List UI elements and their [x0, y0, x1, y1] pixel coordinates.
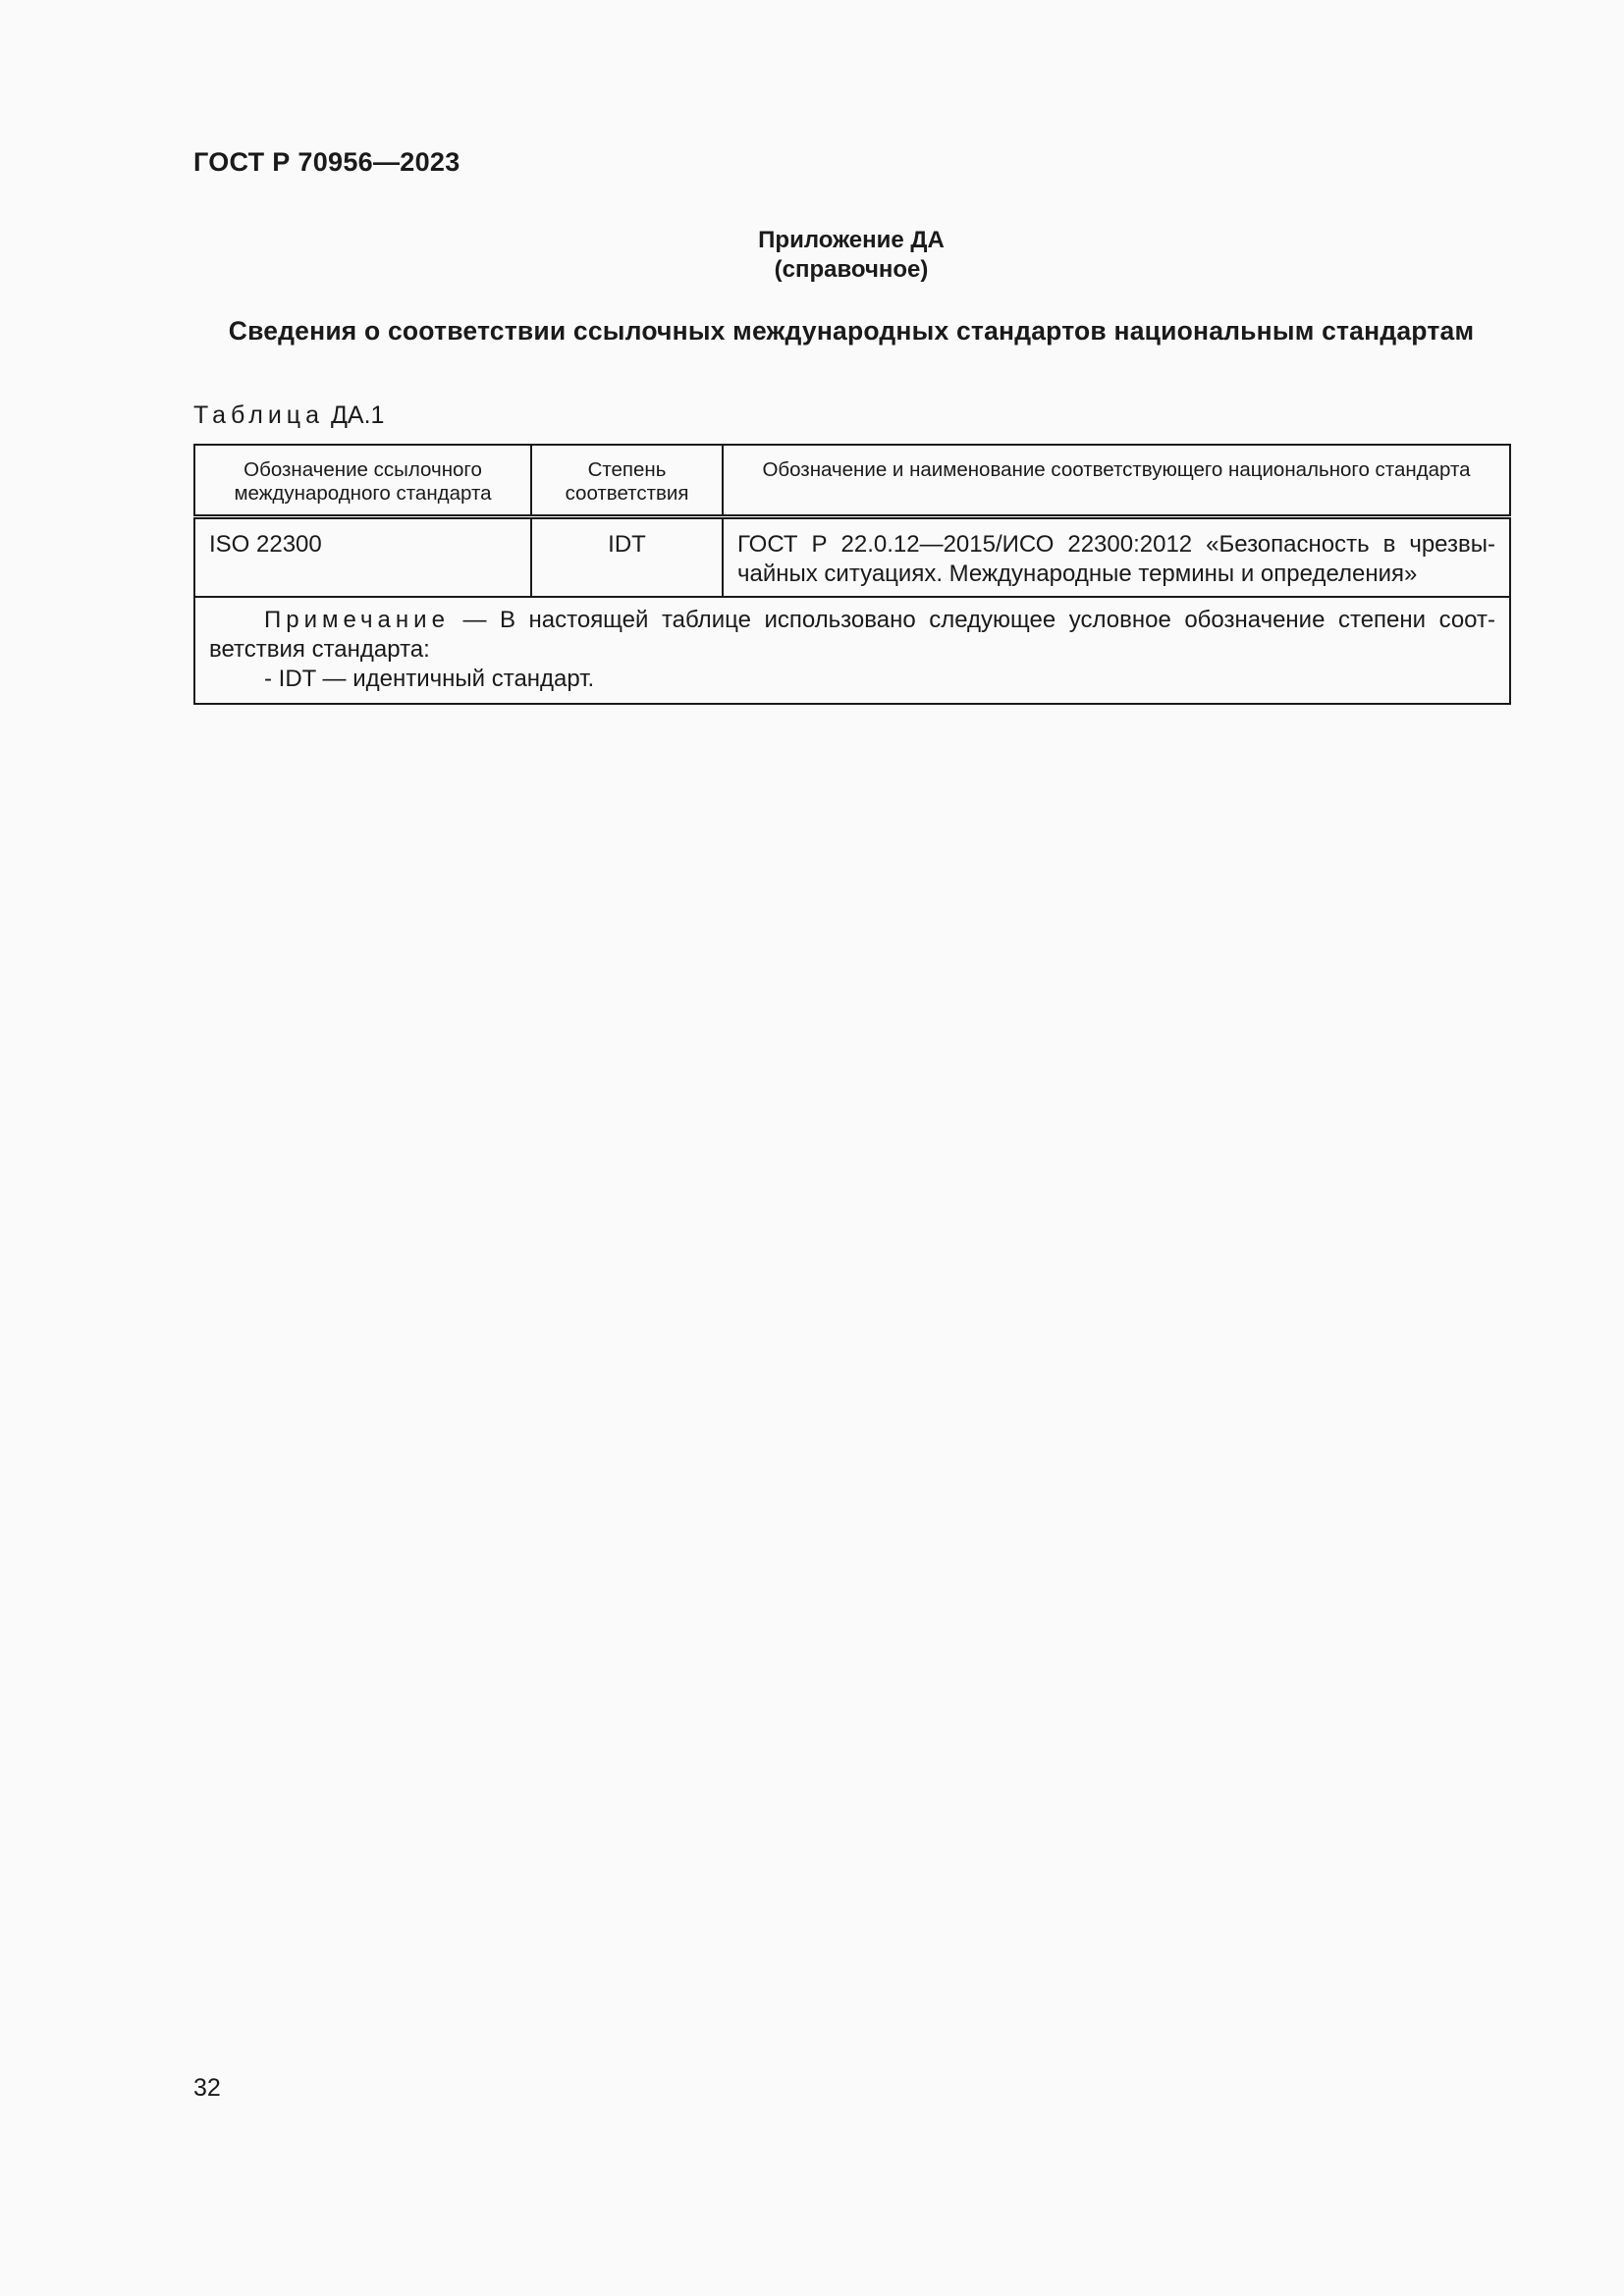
- table-header-row: [194, 445, 1510, 517]
- column-header-national-standard: Обозначение и наименование соответствующего национального стандарта: [723, 445, 1510, 517]
- appendix-heading: [193, 226, 1509, 285]
- appendix-title: Приложение ДА: [758, 227, 945, 253]
- column-header-intl-standard: Обозначение ссылочного международного стандарта: [194, 445, 531, 517]
- table-caption: [193, 401, 384, 430]
- table-row: [194, 517, 1510, 598]
- note-list-item: - IDT — идентичный стандарт.: [264, 666, 595, 692]
- column-header-degree: Степень соответствия: [531, 445, 723, 517]
- table-caption-id: ДА.1: [330, 401, 385, 429]
- appendix-subtitle: (справочное): [774, 256, 929, 283]
- note-text: — В настоящей таблице использовано следующее условное обозначение степени соответствия стандарта:: [209, 607, 1495, 663]
- cell-intl-standard: ISO 22300: [194, 517, 531, 598]
- page-number: 32: [193, 2074, 221, 2102]
- correspondence-table: [193, 444, 1511, 705]
- section-title: Сведения о соответствии ссылочных международных стандартов национальным стандартам: [228, 316, 1475, 346]
- cell-national-standard: ГОСТ Р 22.0.12—2015/ИСО 22300:2012 «Безопасность в чрезвычайных ситуациях. Международные термины и определения»: [723, 517, 1510, 598]
- table-note: [194, 597, 1510, 704]
- document-code: ГОСТ Р 70956—2023: [193, 147, 460, 177]
- cell-degree: IDT: [531, 517, 723, 598]
- table-caption-label: Таблица: [193, 401, 325, 429]
- note-paragraph: [209, 606, 1495, 665]
- table-note-row: [194, 597, 1510, 704]
- note-label: Примечание: [264, 607, 450, 633]
